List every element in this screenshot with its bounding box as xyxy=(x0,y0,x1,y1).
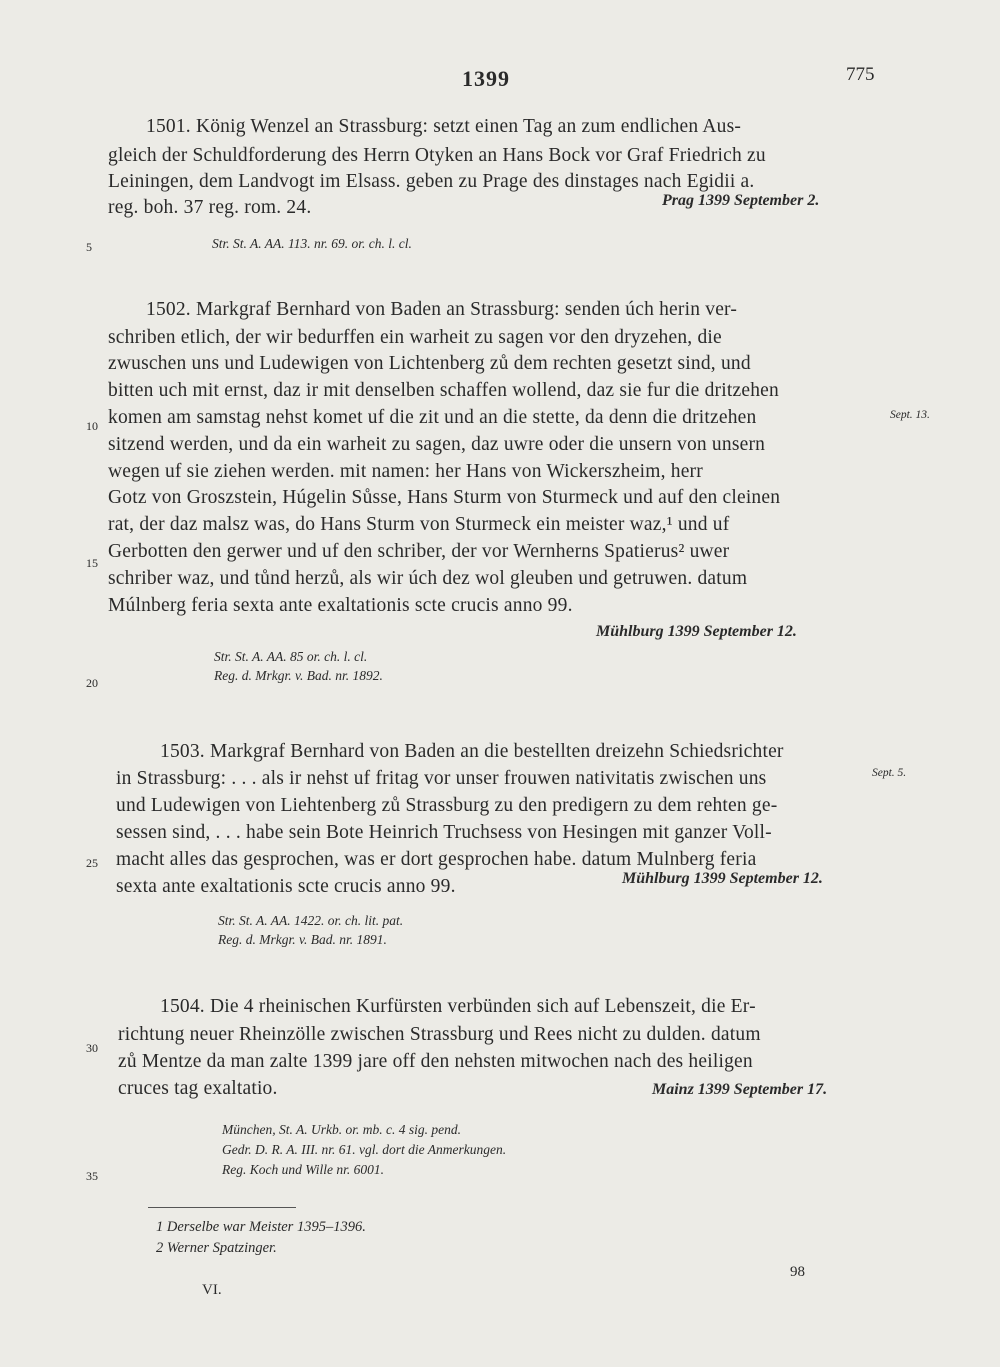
entry-1502-line-6: sitzend werden, und da ein warheit zu sagen, daz uwre oder die unsern von unsern xyxy=(108,434,766,455)
entry-1502-date: Mühlburg 1399 September 12. xyxy=(596,623,797,640)
entry-1504-line-1: 1504. Die 4 rheinischen Kurfürsten verbünden sich auf Lebenszeit, die Er- xyxy=(160,996,756,1017)
line-number: 20 xyxy=(86,676,98,690)
entry-1502-line-1: 1502. Markgraf Bernhard von Baden an Strassburg: senden úch herin ver- xyxy=(146,299,738,320)
entry-1502-line-12: Múlnberg feria sexta ante exaltationis scte crucis anno 99. xyxy=(108,595,573,616)
footnote-1: 1 Derselbe war Meister 1395–1396. xyxy=(156,1219,366,1235)
entry-1504-line-3: zů Mentze da man zalte 1399 jare off den nehsten mitwochen nach des heiligen xyxy=(118,1051,753,1072)
entry-1504-line-4: cruces tag exaltatio. xyxy=(118,1078,278,1099)
entry-1503-line-5: macht alles das gesprochen, was er dort gesprochen habe. datum Mulnberg feria xyxy=(116,849,757,870)
line-number: 10 xyxy=(86,419,98,433)
entry-1503-line-6: sexta ante exaltationis scte crucis anno 99. xyxy=(116,876,456,897)
entry-1502-line-2: schriben etlich, der wir bedurffen ein warheit zu sagen vor den dryzehen, die xyxy=(108,327,722,348)
entry-1502-line-8: Gotz von Groszstein, Húgelin Sůsse, Hans Sturm von Sturmeck und auf den cleinen xyxy=(108,487,781,508)
margin-date-note: Sept. 13. xyxy=(890,409,930,421)
entry-1501-date: Prag 1399 September 2. xyxy=(662,192,820,209)
entry-1504-line-2: richtung neuer Rheinzölle zwischen Strassburg und Rees nicht zu dulden. datum xyxy=(118,1024,761,1045)
entry-1503-date: Mühlburg 1399 September 12. xyxy=(622,870,823,887)
margin-date-note: Sept. 5. xyxy=(872,767,907,779)
entry-1503-line-3: und Ludewigen von Liehtenberg zů Strassburg zu den predigern zu dem rehten ge- xyxy=(116,795,778,816)
entry-1504-source-3: Reg. Koch und Wille nr. 6001. xyxy=(222,1162,384,1177)
entry-1502-line-7: wegen uf sie ziehen werden. mit namen: her Hans von Wickerszheim, herr xyxy=(108,461,703,482)
entry-1501-line-4: reg. boh. 37 reg. rom. 24. xyxy=(108,197,312,218)
entry-1503-line-1: 1503. Markgraf Bernhard von Baden an die bestellten dreizehn Schiedsrichter xyxy=(160,741,784,762)
entry-1501-line-1: 1501. König Wenzel an Strassburg: setzt einen Tag an zum endlichen Aus- xyxy=(146,116,742,137)
entry-1504-source-1: München, St. A. Urkb. or. mb. c. 4 sig. pend. xyxy=(222,1122,461,1137)
entry-1501-source: Str. St. A. AA. 113. nr. 69. or. ch. l. cl. xyxy=(212,236,412,251)
entry-1502-line-11: schriber waz, und tůnd herzů, als wir úch dez wol gleuben und getruwen. datum xyxy=(108,568,748,589)
entry-1503-source-2: Reg. d. Mrkgr. v. Bad. nr. 1891. xyxy=(218,932,387,947)
entry-1504-date: Mainz 1399 September 17. xyxy=(652,1081,828,1098)
line-number: 15 xyxy=(86,556,98,570)
entry-1503-source-1: Str. St. A. AA. 1422. or. ch. lit. pat. xyxy=(218,913,404,928)
signature-mark: VI. xyxy=(202,1282,222,1298)
footnote-2: 2 Werner Spatzinger. xyxy=(156,1240,277,1256)
entry-1502-line-4: bitten uch mit ernst, daz ir mit denselben schaffen wollend, daz sie fur die dritzehen xyxy=(108,380,779,401)
running-head-year: 1399 xyxy=(462,66,510,91)
entry-1502-line-10: Gerbotten den gerwer und uf den schriber, der vor Wernherns Spatierus² uwer xyxy=(108,541,730,562)
line-number: 30 xyxy=(86,1041,98,1055)
page-number: 775 xyxy=(846,64,875,85)
footnote-rule xyxy=(148,1207,296,1208)
entry-1502-line-9: rat, der daz malsz was, do Hans Sturm von Sturmeck ein meister waz,¹ und uf xyxy=(108,514,730,535)
sheet-number: 98 xyxy=(790,1264,805,1280)
line-number: 5 xyxy=(86,240,92,254)
entry-1502-line-3: zwuschen uns und Ludewigen von Lichtenberg zů dem rechten gesetzt sind, und xyxy=(108,353,751,374)
entry-1504-source-2: Gedr. D. R. A. III. nr. 61. vgl. dort die Anmerkungen. xyxy=(222,1142,507,1157)
entry-1503-line-4: sessen sind, . . . habe sein Bote Heinrich Truchsess von Hesingen mit ganzer Voll- xyxy=(116,822,772,843)
line-number: 25 xyxy=(86,856,98,870)
entry-1501-line-2: gleich der Schuldforderung des Herrn Otyken an Hans Bock vor Graf Friedrich zu xyxy=(108,145,766,166)
entry-1501-line-3: Leiningen, dem Landvogt im Elsass. geben zu Prage des dinstages nach Egidii a. xyxy=(108,171,755,192)
line-number: 35 xyxy=(86,1169,98,1183)
entry-1502-line-5: komen am samstag nehst komet uf die zit und an die stette, da denn die dritzehen xyxy=(108,407,757,428)
entry-1502-source-1: Str. St. A. AA. 85 or. ch. l. cl. xyxy=(214,649,368,664)
entry-1502-source-2: Reg. d. Mrkgr. v. Bad. nr. 1892. xyxy=(214,668,383,683)
entry-1503-line-2: in Strassburg: . . . als ir nehst uf fritag vor unser frouwen nativitatis zwischen uns xyxy=(116,768,767,789)
